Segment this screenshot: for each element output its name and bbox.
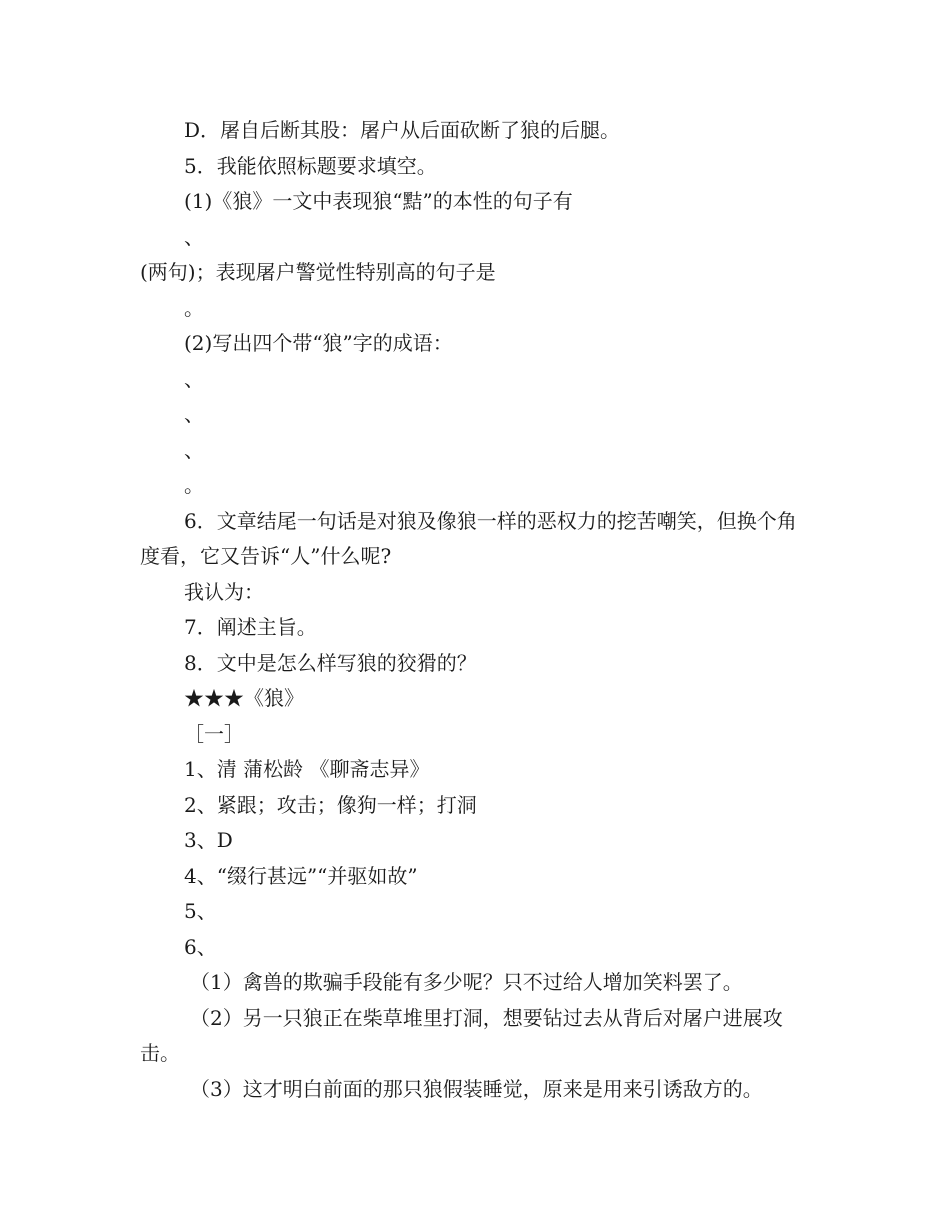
- document-body: [140, 113, 812, 1107]
- answer-part-one-heading: ［一］: [184, 721, 244, 746]
- question-6: 6．文章结尾一句话是对狼及像狼一样的恶权力的挖苦嘲笑，但换个角度看，它又告诉“人”什么呢?: [140, 508, 797, 568]
- question-5: 5．我能依照标题要求填空。: [184, 153, 437, 178]
- answer-3: 3、D: [184, 828, 233, 852]
- blank-separator: 、: [184, 366, 204, 391]
- answer-section-title: ★★★《狼》: [184, 686, 304, 710]
- blank-end: 。: [184, 295, 204, 320]
- blank-separator: 、: [184, 402, 204, 426]
- blank-end: 。: [184, 473, 204, 497]
- answer-5: 5、: [184, 899, 217, 923]
- option-d-line: D．屠自后断其股：屠户从后面砍断了狼的后腿。: [184, 118, 621, 142]
- answer-prompt: 我认为：: [184, 579, 264, 604]
- answer-6-item-2: （2）另一只狼正在柴草堆里打洞，想要钻过去从背后对屠户进展攻击。: [140, 1005, 783, 1065]
- answer-6: 6、: [184, 934, 217, 959]
- answer-6-item-3: （3）这才明白前面的那只狼假装睡觉，原来是用来引诱敌方的。: [190, 1076, 763, 1101]
- answer-4: 4、“缀行甚远”“并驱如故”: [184, 863, 418, 888]
- answer-6-item-1: （1）禽兽的欺骗手段能有多少呢？只不过给人增加笑料罢了。: [190, 970, 743, 994]
- blank-separator: 、: [184, 437, 204, 462]
- question-5-part-1: (1)《狼》一文中表现狼“黠”的本性的句子有: [184, 189, 573, 213]
- blank-separator: 、: [184, 224, 204, 249]
- question-5-part-1-continued: (两句)；表现屠户警觉性特别高的句子是: [140, 260, 496, 284]
- question-8: 8．文中是怎么样写狼的狡猾的？: [184, 650, 477, 675]
- question-5-part-2: (2)写出四个带“狼”字的成语：: [184, 331, 453, 355]
- answer-2: 2、紧跟；攻击；像狗一样；打洞: [184, 792, 477, 817]
- answer-1: 1、清 蒲松龄 《聊斋志异》: [184, 757, 430, 781]
- question-7: 7．阐述主旨。: [184, 615, 317, 639]
